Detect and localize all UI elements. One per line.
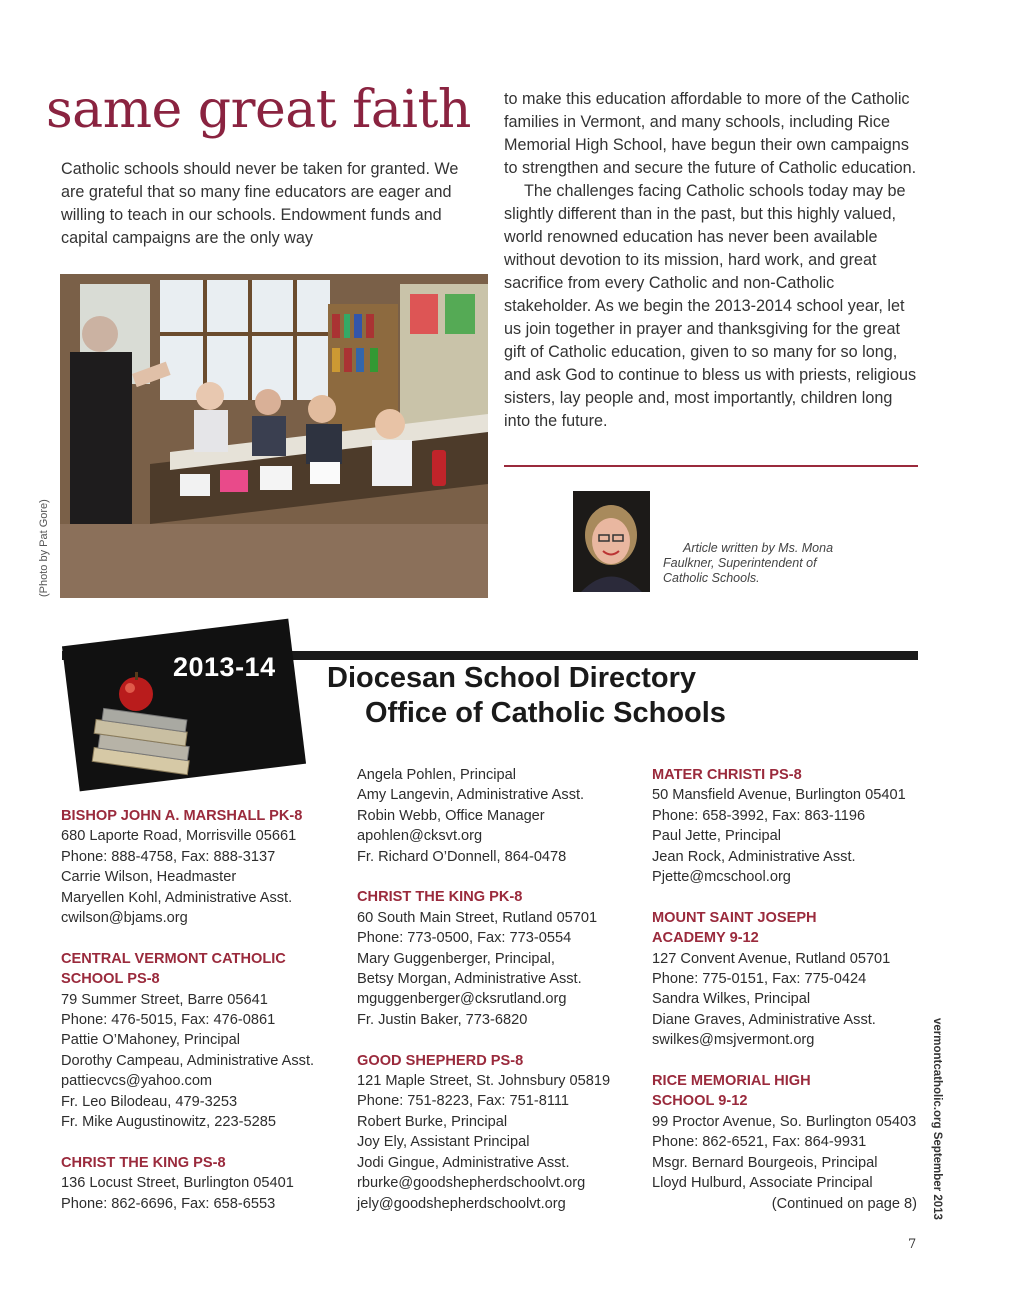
school-detail: Lloyd Hulburd, Associate Principal xyxy=(652,1175,873,1192)
directory-column-3 xyxy=(652,765,927,1214)
school-name: RICE MEMORIAL HIGH xyxy=(652,1073,811,1090)
school-name: CHRIST THE KING PS-8 xyxy=(61,1154,226,1171)
school-email: pattiecvcs@yahoo.com xyxy=(61,1073,213,1090)
school-name: ACADEMY 9-12 xyxy=(652,930,759,947)
classroom-photo xyxy=(60,274,488,598)
author-credit-line: Article written by Ms. Mona xyxy=(683,541,834,555)
school-detail: Betsy Morgan, Administrative Asst. xyxy=(357,971,582,988)
directory-column-2 xyxy=(357,765,637,1234)
school-detail: Phone: 888-4758, Fax: 888-3137 xyxy=(61,848,276,865)
school-entry-continued xyxy=(357,765,637,867)
school-name: CENTRAL VERMONT CATHOLIC xyxy=(61,950,286,967)
school-detail: Diane Graves, Administrative Asst. xyxy=(652,1011,876,1028)
school-detail: 50 Mansfield Avenue, Burlington 05401 xyxy=(652,787,906,804)
school-entry xyxy=(357,887,637,1030)
school-entry xyxy=(652,908,927,1051)
section-divider xyxy=(504,465,918,467)
school-detail: Dorothy Campeau, Administrative Asst. xyxy=(61,1052,315,1069)
school-detail: 136 Locust Street, Burlington 05401 xyxy=(61,1175,294,1192)
school-detail: 680 Laporte Road, Morrisville 05661 xyxy=(61,828,297,845)
article-right-column xyxy=(504,88,918,433)
directory-year: 2013-14 xyxy=(173,652,276,682)
school-name: CHRIST THE KING PK-8 xyxy=(357,889,523,906)
school-detail: Fr. Leo Bilodeau, 479-3253 xyxy=(61,1093,238,1110)
directory-subtitle: Office of Catholic Schools xyxy=(365,697,726,729)
directory-column-1 xyxy=(61,806,336,1234)
school-detail: Phone: 751-8223, Fax: 751-8111 xyxy=(357,1093,570,1110)
school-detail: Pattie O’Mahoney, Principal xyxy=(61,1032,240,1049)
side-footer: vermontcatholic.org September 2013 xyxy=(931,1018,943,1220)
directory-title: Diocesan School Directory xyxy=(327,662,697,694)
school-detail: Robin Webb, Office Manager xyxy=(357,807,545,824)
school-detail: 121 Maple Street, St. Johnsbury 05819 xyxy=(357,1073,611,1090)
school-email: mguggenberger@cksrutland.org xyxy=(357,991,567,1008)
school-detail: Phone: 862-6696, Fax: 658-6553 xyxy=(61,1195,276,1212)
photo-credit: (Photo by Pat Gore) xyxy=(38,499,50,597)
author-credit-line: Faulkner, Superintendent of xyxy=(663,556,817,570)
school-detail: Fr. Justin Baker, 773-6820 xyxy=(357,1011,528,1028)
article-left-column xyxy=(61,158,481,250)
school-detail: Sandra Wilkes, Principal xyxy=(652,991,811,1008)
school-detail: Angela Pohlen, Principal xyxy=(357,767,517,783)
school-email: swilkes@msjvermont.org xyxy=(652,1032,815,1049)
school-detail: Phone: 862-6521, Fax: 864-9931 xyxy=(652,1134,867,1151)
apple-books-icon xyxy=(86,672,196,782)
author-portrait-illustration xyxy=(573,491,650,592)
school-detail: Jean Rock, Administrative Asst. xyxy=(652,848,856,865)
school-detail: Fr. Richard O’Donnell, 864-0478 xyxy=(357,848,567,865)
school-entry xyxy=(652,1071,927,1214)
school-entry xyxy=(61,1153,336,1214)
school-detail: Paul Jette, Principal xyxy=(652,828,781,845)
author-credit xyxy=(663,541,893,586)
continued-note: (Continued on page 8) xyxy=(771,1195,917,1212)
school-detail: Carrie Wilson, Headmaster xyxy=(61,869,237,886)
school-entry xyxy=(652,765,927,887)
school-detail: Phone: 773-0500, Fax: 773-0554 xyxy=(357,930,572,947)
school-detail: Msgr. Bernard Bourgeois, Principal xyxy=(652,1154,878,1171)
school-email: rburke@goodshepherdschoolvt.org xyxy=(357,1175,586,1192)
article-paragraph: to make this education affordable to more of the Catholic families in Vermont, and many schools, including Rice Memorial High School, have begun their own campaigns to strengthen and secure the future of Catholic education. xyxy=(504,90,917,177)
school-detail: Phone: 775-0151, Fax: 775-0424 xyxy=(652,971,867,988)
article-headline: same great faith xyxy=(46,80,471,140)
school-email: jely@goodshepherdschoolvt.org xyxy=(357,1195,566,1212)
school-name: MATER CHRISTI PS-8 xyxy=(652,767,802,783)
school-name: SCHOOL PS-8 xyxy=(61,971,160,988)
school-detail: Amy Langevin, Administrative Asst. xyxy=(357,787,585,804)
school-name: SCHOOL 9-12 xyxy=(652,1093,748,1110)
school-entry xyxy=(357,1051,637,1214)
school-detail: Fr. Mike Augustinowitz, 223-5285 xyxy=(61,1114,276,1131)
article-paragraph: Catholic schools should never be taken for granted. We are grateful that so many fine educators are eager and willing to teach in our schools. Endowment funds and capital campaigns are the only way xyxy=(61,160,459,247)
school-name: MOUNT SAINT JOSEPH xyxy=(652,909,817,926)
school-detail: 79 Summer Street, Barre 05641 xyxy=(61,991,268,1008)
school-detail: Mary Guggenberger, Principal, xyxy=(357,950,555,967)
school-detail: 127 Convent Avenue, Rutland 05701 xyxy=(652,950,891,967)
school-detail: Maryellen Kohl, Administrative Asst. xyxy=(61,889,293,906)
school-entry xyxy=(61,806,336,928)
school-email: cwilson@bjams.org xyxy=(61,910,188,927)
school-email: apohlen@cksvt.org xyxy=(357,828,483,845)
school-email: Pjette@mcschool.org xyxy=(652,869,791,886)
school-detail: Jodi Gingue, Administrative Asst. xyxy=(357,1154,570,1171)
article-paragraph: The challenges facing Catholic schools today may be slightly different than in the past, but this highly valued, world renowned education has never been available without devotion to its mission, hard work, and great sacrifice from every Catholic and non-Catholic stakeholder. As we begin the 2013-2014 school year, let us join together in prayer and thanksgiving for the great gift of Catholic education, given to so many for so long, and ask God to continue to bless us with priests, religious sisters, lay people and, most importantly, children long into the future. xyxy=(504,182,917,430)
school-detail: Phone: 658-3992, Fax: 863-1196 xyxy=(652,807,866,824)
author-credit-line: Catholic Schools. xyxy=(663,571,760,585)
school-detail: 60 South Main Street, Rutland 05701 xyxy=(357,909,598,926)
school-detail: Phone: 476-5015, Fax: 476-0861 xyxy=(61,1012,276,1029)
classroom-illustration xyxy=(60,274,488,598)
school-detail: 99 Proctor Avenue, So. Burlington 05403 xyxy=(652,1113,917,1130)
school-detail: Robert Burke, Principal xyxy=(357,1113,508,1130)
author-portrait xyxy=(573,491,650,592)
page-number: 7 xyxy=(908,1237,917,1252)
school-detail: Joy Ely, Assistant Principal xyxy=(357,1134,530,1151)
school-name: BISHOP JOHN A. MARSHALL PK-8 xyxy=(61,808,303,824)
school-name: GOOD SHEPHERD PS-8 xyxy=(357,1052,524,1069)
school-entry xyxy=(61,949,336,1133)
